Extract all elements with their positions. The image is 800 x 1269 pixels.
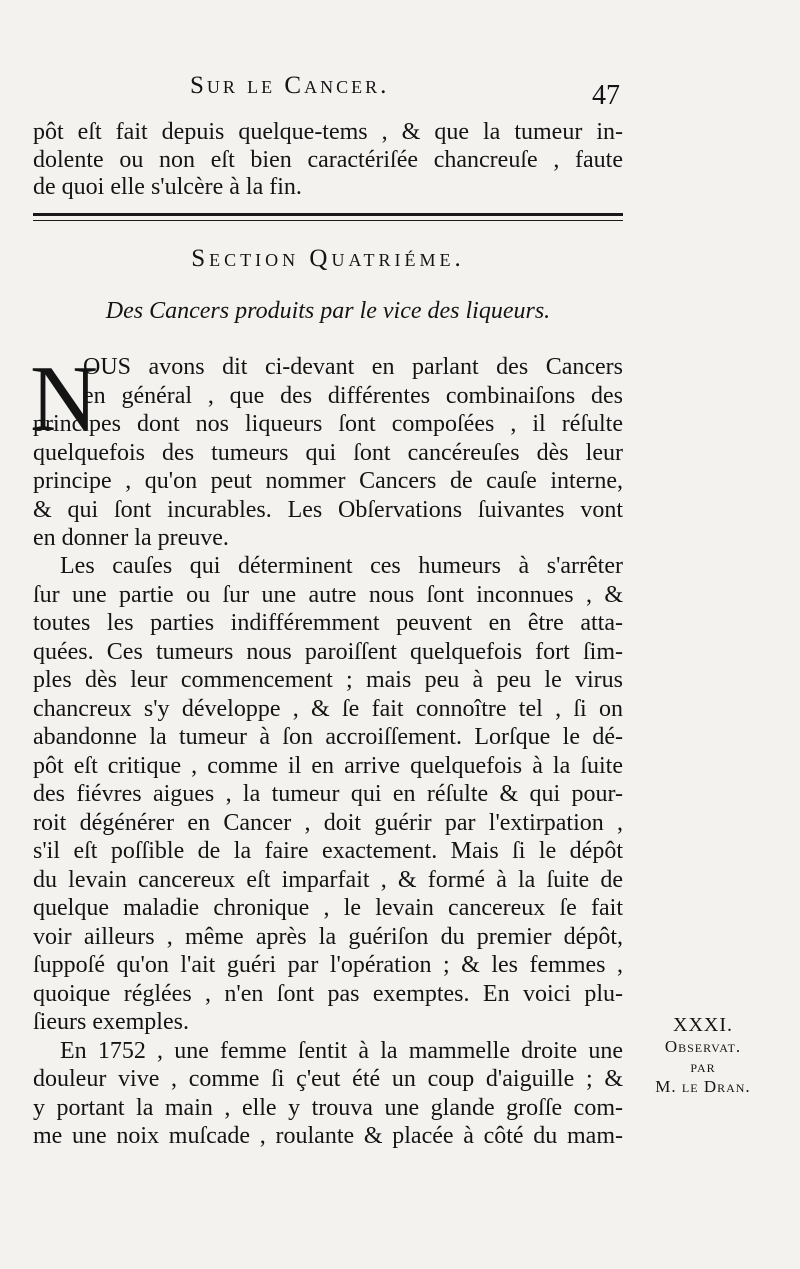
text-line: quoique réglées , n'en ſont pas exemptes. En voici plu- — [33, 981, 623, 1007]
margin-note-observation: Observat. — [664, 1037, 742, 1056]
text-line: dolente ou non eſt bien caractériſée chancreuſe , faute — [33, 147, 623, 173]
text-line: chancreux s'y développe , & ſe fait connoître tel , ſi on — [33, 696, 623, 722]
text-line: en général , que des différentes combinaiſons des — [83, 383, 623, 409]
text-line: ſuppoſé qu'on l'ait guéri par l'opération ; & les femmes , — [33, 952, 623, 978]
drop-cap: N — [30, 347, 98, 451]
text-line: du levain cancereux eſt imparfait , & formé à la ſuite de — [33, 867, 623, 893]
text-line: douleur vive , comme ſi ç'eut été un coup d'aiguille ; & — [33, 1066, 623, 1092]
running-title: Sur le Cancer. — [190, 72, 390, 99]
text-line: pôt eſt critique , comme il en arrive quelquefois à la ſuite — [33, 753, 623, 779]
text-line: & qui ſont incurables. Les Obſervations ſuivantes vont — [33, 497, 623, 523]
text-line: Les cauſes qui déterminent ces humeurs à s'arrêter — [60, 553, 623, 579]
section-subtitle: Des Cancers produits par le vice des liqueurs. — [105, 298, 551, 324]
text-line: roit dégénérer en Cancer , doit guérir par l'extirpation , — [33, 810, 623, 836]
text-line: pôt eſt fait depuis quelque-tems , & que la tumeur in- — [33, 119, 623, 145]
text-line: OUS avons dit ci-devant en parlant des Cancers — [83, 354, 623, 380]
text-line: des fiévres aigues , la tumeur qui en réſulte & qui pour- — [33, 781, 623, 807]
text-line: en donner la preuve. — [33, 525, 229, 551]
text-line: quelque maladie chronique , le levain cancereux ſe fait — [33, 895, 623, 921]
text-line: abandonne la tumeur à ſon accroiſſement. Lorſque le dé- — [33, 724, 623, 750]
text-line: voir ailleurs , même après la guériſon du premier dépôt, — [33, 924, 623, 950]
text-line: s'il eſt poſſible de la faire exactement. Mais ſi le dépôt — [33, 838, 623, 864]
margin-note-author: M. le Dran. — [655, 1077, 751, 1096]
text-line: quelquefois des tumeurs qui ſont cancéreuſes dès leur — [33, 440, 623, 466]
text-line: ples dès leur commencement ; mais peu à peu le virus — [33, 667, 623, 693]
text-line: ſieurs exemples. — [33, 1009, 189, 1035]
text-line: de quoi elle s'ulcère à la fin. — [33, 174, 302, 200]
text-line: me une noix muſcade , roulante & placée à côté du mam- — [33, 1123, 623, 1149]
text-line: ſur une partie ou ſur une autre nous ſont inconnues , & — [33, 582, 623, 608]
text-line: principe , qu'on peut nommer Cancers de cauſe interne, — [33, 468, 623, 494]
text-line: En 1752 , une femme ſentit à la mammelle droite une — [60, 1038, 623, 1064]
text-line: y portant la main , elle y trouva une glande groſſe com- — [33, 1095, 623, 1121]
text-line: toutes les parties indifféremment peuvent en être atta- — [33, 610, 623, 636]
text-line: quées. Ces tumeurs nous paroiſſent quelquefois fort ſim- — [33, 639, 623, 665]
text-line: principes dont nos liqueurs ſont compoſées , il réſulte — [33, 411, 623, 437]
margin-note-by: par — [690, 1057, 716, 1076]
margin-note-number: XXXI. — [673, 1014, 733, 1036]
section-title: Section Quatriéme. — [191, 245, 465, 272]
divider-rule — [33, 213, 623, 216]
divider-rule-thin — [33, 220, 623, 221]
page-number: 47 — [592, 80, 620, 111]
